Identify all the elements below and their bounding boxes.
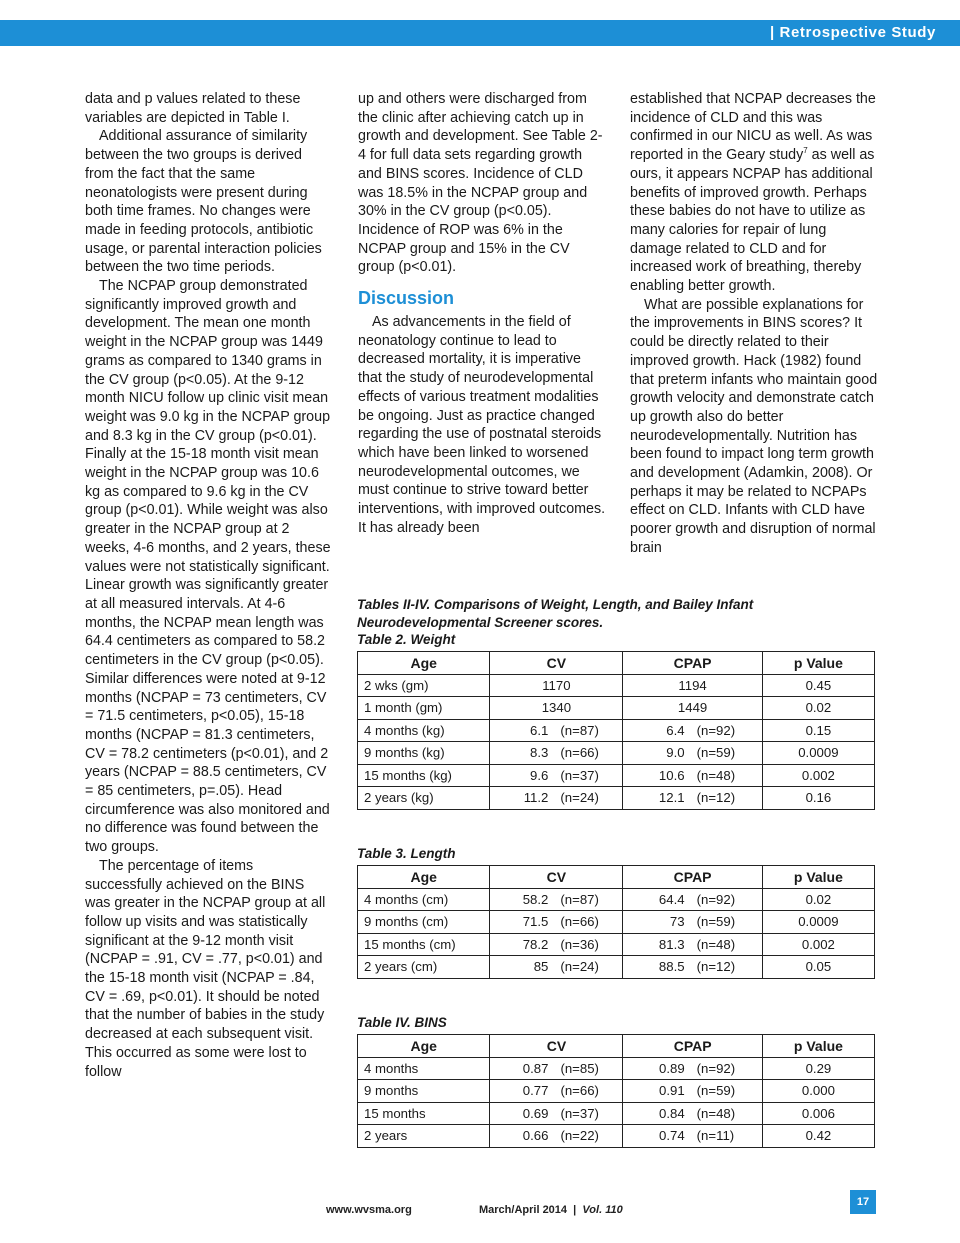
cpap-cell	[623, 956, 762, 979]
cpap-n: (n=48)	[696, 767, 736, 783]
column-header: Age	[358, 652, 490, 675]
column-header: CPAP	[623, 1035, 762, 1058]
cv-n: (n=37)	[560, 767, 599, 783]
cv-value: 8.3	[530, 745, 549, 761]
cpap-value: 10.6	[658, 767, 685, 783]
column1-paragraph: Additional assurance of similarity between the two groups is derived from the fact that the same neonatologists were present during both time frames. No changes were made in feeding protocols, antibiotic usage, or parental interaction policies between the two time periods.	[85, 128, 322, 276]
page-number: 17	[850, 1190, 876, 1214]
p-value-cell: 0.002	[762, 764, 874, 787]
table-header-row	[358, 1035, 875, 1058]
text-column-3	[630, 90, 880, 558]
table-length	[357, 865, 875, 979]
cpap-cell	[623, 697, 762, 720]
cv-n: (n=36)	[560, 936, 599, 952]
p-value-cell: 0.000	[762, 1080, 874, 1103]
section-label: | Retrospective Study	[769, 24, 936, 41]
cv-cell	[490, 787, 623, 810]
age-cell: 15 months	[358, 1102, 490, 1125]
cpap-n: (n=11)	[696, 1128, 735, 1144]
cpap-n: (n=92)	[696, 722, 736, 738]
cpap-value: 0.91	[658, 1083, 685, 1099]
cv-n: (n=66)	[560, 1083, 599, 1099]
table-row	[358, 764, 875, 787]
table2-title: Table 2. Weight	[357, 632, 456, 647]
table-row	[358, 674, 875, 697]
cv-value: 11.2	[523, 790, 549, 806]
table-row	[358, 719, 875, 742]
age-cell: 2 years (kg)	[358, 787, 490, 810]
p-value-cell: 0.15	[762, 719, 874, 742]
cpap-n: (n=48)	[696, 936, 736, 952]
cpap-value: 81.3	[658, 936, 685, 952]
cv-value: 6.1	[530, 722, 549, 738]
age-cell: 1 month (gm)	[358, 697, 490, 720]
cpap-value: 9.0	[666, 745, 685, 761]
header-bar	[0, 20, 960, 46]
column2-paragraph-2: As advancements in the field of neonatology continue to lead to decreased mortality, it is imperative that the study of neurodevelopmental effects of various treatment modalities be ongoing. Just as practice changed regarding the use of postnatal steroids which have been linked to worsened neurodevelopmental outcomes, we must continue to strive toward better interventions, with improved outcomes. It has already been	[358, 314, 606, 536]
cv-cell	[490, 697, 623, 720]
cpap-n: (n=59)	[696, 1083, 736, 1099]
table-row	[358, 1080, 875, 1103]
column-header: CV	[490, 1035, 623, 1058]
cpap-cell	[623, 1102, 762, 1125]
cpap-n: (n=12)	[696, 790, 736, 806]
p-value-cell: 0.006	[762, 1102, 874, 1125]
p-value-cell: 0.29	[762, 1057, 874, 1080]
p-value-cell: 0.0009	[762, 911, 874, 934]
age-cell: 2 wks (gm)	[358, 674, 490, 697]
age-cell: 9 months	[358, 1080, 490, 1103]
column-header: p Value	[762, 1035, 874, 1058]
column-header: p Value	[762, 652, 874, 675]
age-cell: 4 months (kg)	[358, 719, 490, 742]
p-value-cell: 0.0009	[762, 742, 874, 765]
column-header: Age	[358, 1035, 490, 1058]
age-cell: 9 months (kg)	[358, 742, 490, 765]
cpap-cell	[623, 1125, 762, 1148]
text-column-2	[358, 90, 608, 537]
footer-website: www.wvsma.org	[326, 1204, 412, 1216]
table-row	[358, 933, 875, 956]
p-value-cell: 0.05	[762, 956, 874, 979]
cpap-value: 64.4	[658, 891, 685, 907]
column-header: p Value	[762, 866, 874, 889]
column1-paragraph: The percentage of items successfully achieved on the BINS was greater in the NCPAP group at all follow up visits and was statistically significant at the 9-12 month visit (NCPAP = .91, CV = .77, p<0.01) and the 15-18 month visit (NCPAP = .84, CV = .69, p<0.01). It should be noted that the number of babies in the study decreased at each subsequent visit. This occurred as some were lost to follow	[85, 857, 326, 1080]
cv-n: (n=85)	[560, 1060, 599, 1076]
discussion-heading: Discussion	[358, 288, 455, 309]
cv-value: 58.2	[522, 891, 549, 907]
cpap-n: (n=48)	[696, 1105, 736, 1121]
column-header: Age	[358, 866, 490, 889]
cv-cell	[490, 1080, 623, 1103]
column2-paragraph-1: up and others were discharged from the clinic after achieving catch up in growth and development. See Table 2-4 for full data sets regarding growth and BINS scores. Incidence of CLD was 18.5% in the NCPAP group and 30% in the CV group (p<0.05). Incidence of ROP was 6% in the NCPAP group and 15% in the CV group (p<0.01).	[358, 91, 603, 276]
cpap-value: 0.74	[658, 1128, 685, 1144]
table-row	[358, 1057, 875, 1080]
cpap-cell	[623, 742, 762, 765]
cpap-value: 0.89	[658, 1060, 685, 1076]
text-column-1	[85, 90, 331, 1081]
cv-n: (n=22)	[560, 1128, 599, 1144]
p-value-cell: 0.002	[762, 933, 874, 956]
cv-n: (n=66)	[560, 745, 599, 761]
cv-n: (n=24)	[560, 790, 599, 806]
citation-superscript: 7	[803, 146, 808, 156]
footer-issue: March/April 2014 | Vol. 110	[479, 1204, 623, 1216]
cv-value: 0.66	[522, 1128, 549, 1144]
cv-value: 0.77	[522, 1083, 549, 1099]
table-row	[358, 1125, 875, 1148]
table-header-row	[358, 652, 875, 675]
cpap-n: (n=92)	[696, 891, 736, 907]
cv-cell	[490, 956, 623, 979]
table-row	[358, 697, 875, 720]
cv-value: 9.6	[530, 767, 549, 783]
cv-value: 85	[533, 959, 549, 975]
cpap-cell	[623, 787, 762, 810]
cpap-cell	[623, 911, 762, 934]
cv-value: 0.69	[522, 1105, 549, 1121]
column1-paragraph: The NCPAP group demonstrated significantly improved growth and development. The mean one month weight in the NCPAP group was 1449 grams as compared to 1340 grams in the CV group (p<0.05). At the 9-12 month NICU follow up clinic visit mean weight was 9.0 kg in the NCPAP group and 8.3 kg in the CV group (p<0.01). Finally at the 15-18 month visit mean weight in the NCPAP group was 10.6 kg as compared to 9.6 kg in the CV group (p<0.01). While weight was also greater in the NCPAP group at 2 weeks, 4-6 months, and 2 years, these values were not statistically significant. Linear growth was significantly greater at all measured intervals. At 4-6 months, the NCPAP mean length was 64.4 centimeters as compared to 58.2 centimeters in the CV group (p<0.05). Similar differences were noted at 9-12 months (NCPAP = 73 centimeters, CV = 71.5 centimeters, p<0.05), 15-18 months (NCPAP = 81.3 centimeters, CV = 78.2 centimeters (p<0.01), and 2 years (NCPAP = 88.5 centimeters, CV = 85 centimeters, p=.05). Head circumference was also monitored and no difference was found between the two groups.	[85, 278, 331, 856]
cpap-value: 88.5	[658, 959, 685, 975]
cpap-cell	[623, 1080, 762, 1103]
cv-cell	[490, 674, 623, 697]
p-value-cell: 0.02	[762, 697, 874, 720]
age-cell: 4 months	[358, 1057, 490, 1080]
cpap-n: (n=12)	[696, 959, 736, 975]
column3-paragraph-1: established that NCPAP decreases the incidence of CLD and this was confirmed in our NICU as well. As was reported in the Geary study$^7$ as well as ours, it appears NCPAP has additional benefits of improved growth. Perhaps these babies do not have to utilize as many calories for repair of lung damage related to CLD and for increased work of breathing, thereby enabling better growth.	[630, 91, 876, 295]
cv-cell	[490, 888, 623, 911]
cv-value: 71.5	[522, 914, 549, 930]
cv-n: (n=87)	[560, 891, 599, 907]
table-row	[358, 911, 875, 934]
column3-paragraph-2: What are possible explanations for the improvements in BINS scores? It could be directly related to their improved growth. Hack (1982) found that preterm infants who maintain good growth velocity and demonstrate catch up growth also do better neurodevelopmentally. Nutrition has been found to impact long term growth and development (Adamkin, 2008). Or perhaps it may be related to NCPAPs effect on CLD. Infants with CLD have poorer growth and disruption of normal brain	[630, 296, 878, 556]
cpap-cell	[623, 764, 762, 787]
cpap-n: (n=59)	[696, 914, 736, 930]
tables-caption: Tables II-IV. Comparisons of Weight, Length, and Bailey Infant Neurodevelopmental Screener scores. Table 2. Weight	[357, 596, 877, 649]
table3-title: Table 3. Length	[357, 846, 456, 861]
cv-value: 1170	[542, 677, 571, 693]
column-header: CPAP	[623, 866, 762, 889]
table-row	[358, 787, 875, 810]
table-row	[358, 742, 875, 765]
cv-cell	[490, 933, 623, 956]
age-cell: 9 months (cm)	[358, 911, 490, 934]
cpap-cell	[623, 933, 762, 956]
cv-cell	[490, 1057, 623, 1080]
cv-n: (n=66)	[560, 914, 599, 930]
cv-n: (n=24)	[560, 959, 599, 975]
cv-cell	[490, 719, 623, 742]
p-value-cell: 0.02	[762, 888, 874, 911]
cpap-value: 1449	[677, 700, 708, 716]
cpap-value: 73	[669, 914, 685, 930]
column-header: CV	[490, 652, 623, 675]
age-cell: 15 months (cm)	[358, 933, 490, 956]
cpap-cell	[623, 719, 762, 742]
cv-cell	[490, 911, 623, 934]
table-header-row	[358, 866, 875, 889]
column-header: CPAP	[623, 652, 762, 675]
cpap-cell	[623, 888, 762, 911]
cv-cell	[490, 764, 623, 787]
cpap-value: 6.4	[666, 722, 685, 738]
cv-n: (n=37)	[560, 1105, 599, 1121]
cv-n: (n=87)	[560, 722, 599, 738]
p-value-cell: 0.42	[762, 1125, 874, 1148]
p-value-cell: 0.45	[762, 674, 874, 697]
cv-cell	[490, 742, 623, 765]
table-row	[358, 1102, 875, 1125]
cpap-cell	[623, 1057, 762, 1080]
column1-paragraph: data and p values related to these variables are depicted in Table I.	[85, 91, 301, 126]
cv-value: 78.2	[522, 936, 549, 952]
p-value-cell: 0.16	[762, 787, 874, 810]
age-cell: 2 years (cm)	[358, 956, 490, 979]
cv-cell	[490, 1102, 623, 1125]
cpap-n: (n=92)	[696, 1060, 736, 1076]
cpap-n: (n=59)	[696, 745, 736, 761]
table-bins	[357, 1034, 875, 1148]
cpap-value: 1194	[678, 677, 707, 693]
cv-cell	[490, 1125, 623, 1148]
cpap-cell	[623, 674, 762, 697]
table4-title: Table IV. BINS	[357, 1015, 447, 1030]
column-header: CV	[490, 866, 623, 889]
cpap-value: 12.1	[658, 790, 685, 806]
cv-value: 0.87	[522, 1060, 549, 1076]
cpap-value: 0.84	[658, 1105, 685, 1121]
age-cell: 4 months (cm)	[358, 888, 490, 911]
table-row	[358, 888, 875, 911]
age-cell: 2 years	[358, 1125, 490, 1148]
table-row	[358, 956, 875, 979]
table-weight	[357, 651, 875, 810]
age-cell: 15 months (kg)	[358, 764, 490, 787]
cv-value: 1340	[541, 700, 572, 716]
